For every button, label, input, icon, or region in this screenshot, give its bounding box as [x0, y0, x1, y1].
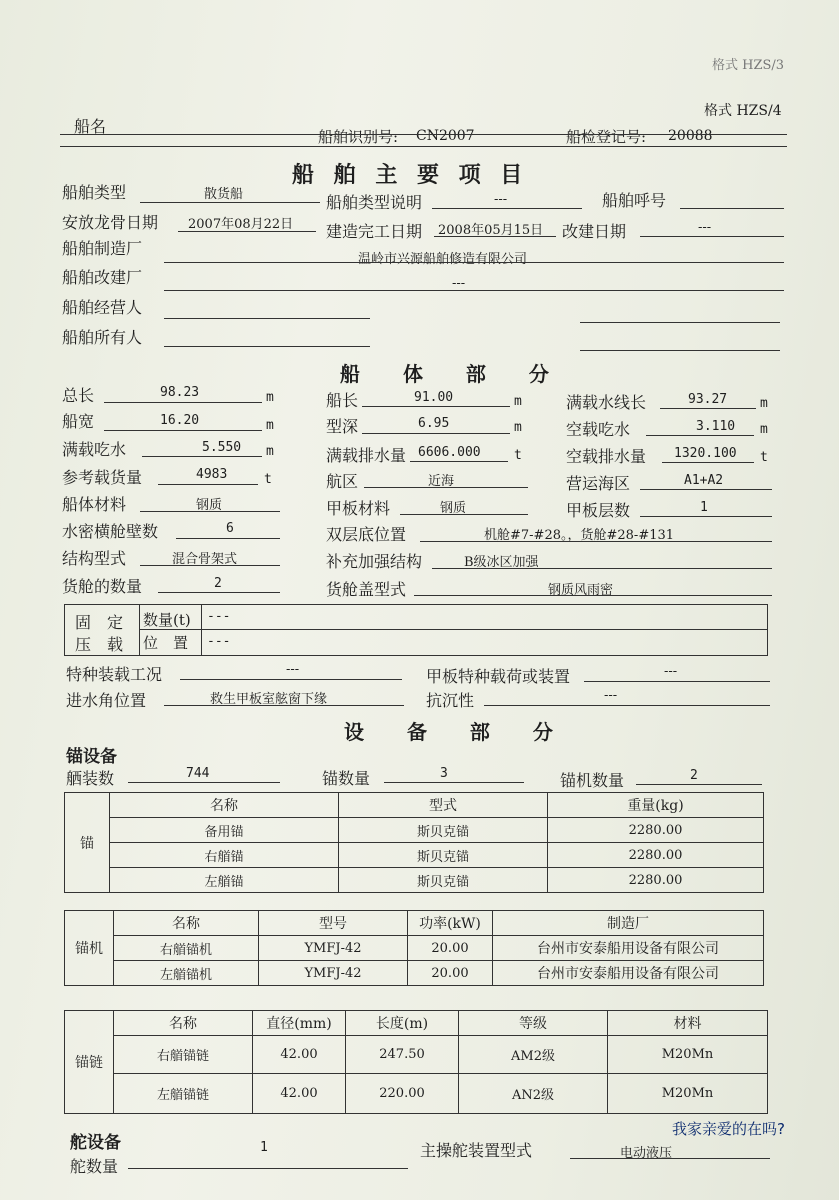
deck-special-underline: [584, 681, 770, 682]
hatch-label: 货舱盖型式: [326, 580, 407, 599]
ballast-row-divider: [139, 629, 767, 630]
chain-col-name: 名称: [114, 1011, 253, 1036]
double-bottom-label: 双层底位置: [326, 525, 407, 544]
windlass-row1-power: 20.00: [408, 961, 493, 986]
flood-angle-underline: [164, 705, 404, 706]
anchor-equipment-title: 锚设备: [66, 747, 117, 767]
loa-label: 总长: [62, 386, 95, 405]
holds-value: 2: [214, 576, 222, 591]
double-bottom-underline: [420, 541, 772, 542]
special-load-underline: [180, 679, 402, 680]
inspection-no-value: 20088: [668, 128, 713, 144]
rebuilder-value: ---: [452, 276, 466, 291]
header-rule: [60, 134, 787, 135]
steering-gear-value: 电动液压: [620, 1146, 673, 1161]
windlass-col-power: 功率(kW): [408, 911, 493, 936]
table-row: [65, 868, 764, 893]
rebuild-underline: [640, 236, 784, 237]
ballast-qty-value: ---: [207, 609, 231, 624]
ship-name-label: 船名: [74, 117, 107, 136]
equipment-section-title: 设 备 部 分: [344, 720, 571, 744]
light-draft-value: 3.110: [696, 419, 736, 434]
steering-gear-underline: [570, 1158, 770, 1159]
type-desc-label: 船舶类型说明: [326, 193, 423, 212]
windlass-col-maker: 制造厂: [493, 911, 764, 936]
keel-date-value: 2007年08月22日: [188, 217, 294, 232]
holds-label: 货舱的数量: [62, 577, 143, 596]
ballast-qty-label: 数量(t): [143, 611, 191, 629]
chat-overlay-text: 我家亲爱的在吗?: [672, 1120, 785, 1138]
steering-gear-label: 主操舵装置型式: [420, 1141, 533, 1160]
chain-row0-grade: AM2级: [459, 1036, 608, 1074]
chain-row1-material: M20Mn: [608, 1074, 768, 1114]
dwt-unit: t: [264, 472, 272, 487]
owner-underline-2: [580, 350, 780, 351]
reinforce-label: 补充加强结构: [326, 552, 423, 571]
lpp-value: 91.00: [414, 390, 454, 405]
structure-label: 结构型式: [62, 549, 127, 568]
lpp-unit: m: [514, 394, 522, 409]
light-draft-underline: [646, 435, 754, 436]
flood-angle-value: 救生甲板室舷窗下缘: [210, 692, 328, 707]
chain-col-material: 材料: [608, 1011, 768, 1036]
full-draft-label: 满载吃水: [62, 440, 127, 459]
windlass-row0-name: 右艏锚机: [114, 936, 259, 961]
anchor-row0-name: 备用锚: [110, 818, 339, 843]
ballast-left-line2: 压 载: [75, 635, 124, 654]
full-draft-underline: [142, 456, 262, 457]
hull-material-underline: [140, 511, 280, 512]
hatch-underline: [414, 595, 772, 596]
type-desc-underline: [432, 208, 582, 209]
special-load-label: 特种装载工况: [66, 665, 163, 684]
builder-underline: [164, 262, 784, 263]
rebuild-label: 改建日期: [562, 222, 627, 241]
windlass-col-model: 型号: [259, 911, 408, 936]
full-disp-underline: [410, 461, 508, 462]
structure-underline: [140, 565, 280, 566]
bulkheads-value: 6: [226, 521, 234, 536]
chain-table: [64, 1010, 768, 1114]
operator-underline-2: [580, 322, 780, 323]
anchor-row0-weight: 2280.00: [548, 818, 764, 843]
builder-label: 船舶制造厂: [62, 239, 143, 258]
ballast-left-line1: 固 定: [75, 613, 124, 632]
completion-label: 建造完工日期: [326, 222, 423, 241]
breadth-label: 船宽: [62, 412, 95, 431]
anchor-row2-weight: 2280.00: [548, 868, 764, 893]
chain-col-grade: 等级: [459, 1011, 608, 1036]
hull-section-title: 船 体 部 分: [340, 362, 567, 386]
table-row: [65, 818, 764, 843]
holds-underline: [158, 592, 280, 593]
deck-special-label: 甲板特种载荷或装置: [426, 667, 571, 686]
chain-table-side-label: 锚链: [65, 1011, 114, 1114]
full-draft-unit: m: [266, 444, 274, 459]
completion-underline: [434, 236, 556, 237]
full-disp-value: 6606.000: [418, 445, 481, 460]
keel-date-underline: [178, 231, 316, 232]
rebuilder-underline: [164, 290, 784, 291]
deck-count-value: 1: [700, 500, 708, 515]
chain-row0-diameter: 42.00: [253, 1036, 346, 1074]
windlass-row0-maker: 台州市安泰船用设备有限公司: [493, 936, 764, 961]
main-items-title: 船 舶 主 要 项 目: [292, 162, 529, 188]
hatch-value: 钢质风雨密: [548, 583, 614, 598]
depth-label: 型深: [326, 417, 359, 436]
lpp-underline: [362, 406, 510, 407]
call-sign-underline: [680, 208, 784, 209]
windlass-col-name: 名称: [114, 911, 259, 936]
double-bottom-value: 机舱#7-#28。，货舱#28-#131: [484, 528, 675, 543]
dwt-label: 参考载货量: [62, 468, 143, 487]
lwl-label: 满载水线长: [566, 393, 647, 412]
windlass-table-side-label: 锚机: [65, 911, 114, 986]
table-row: [65, 843, 764, 868]
rudder-count-underline: [128, 1168, 408, 1169]
lwl-unit: m: [760, 396, 768, 411]
call-sign-label: 船舶呼号: [602, 191, 667, 210]
windlass-row1-maker: 台州市安泰船用设备有限公司: [493, 961, 764, 986]
windlass-table: [64, 910, 764, 986]
windlass-count-label: 锚机数量: [560, 771, 625, 790]
windlass-row1-model: YMFJ-42: [259, 961, 408, 986]
depth-value: 6.95: [418, 416, 450, 431]
inspection-no-label: 船检登记号:: [566, 128, 647, 146]
light-disp-underline: [662, 462, 754, 463]
deck-material-label: 甲板材料: [326, 499, 391, 518]
chain-row1-name: 左艏锚链: [114, 1074, 253, 1114]
fixed-ballast-box: [64, 604, 768, 656]
loa-unit: m: [266, 390, 274, 405]
owner-label: 船舶所有人: [62, 328, 143, 347]
anchor-row2-name: 左艏锚: [110, 868, 339, 893]
rebuild-value: ---: [698, 220, 712, 235]
windlass-row0-power: 20.00: [408, 936, 493, 961]
unsinkability-label: 抗沉性: [426, 691, 475, 710]
hull-material-label: 船体材料: [62, 495, 127, 514]
chain-col-length: 长度(m): [346, 1011, 459, 1036]
breadth-unit: m: [266, 418, 274, 433]
anchor-row1-name: 右艏锚: [110, 843, 339, 868]
full-draft-value: 5.550: [202, 440, 242, 455]
depth-underline: [362, 433, 510, 434]
table-row: [65, 936, 764, 961]
chain-table-header: [65, 1011, 768, 1036]
breadth-value: 16.20: [160, 413, 200, 428]
bulkheads-underline: [176, 538, 280, 539]
ballast-left-cell: [65, 605, 140, 655]
outfit-number-underline: [128, 782, 280, 783]
anchor-row2-type: 斯贝克锚: [339, 868, 548, 893]
deck-material-underline: [400, 514, 528, 515]
breadth-underline: [104, 430, 262, 431]
chain-row0-material: M20Mn: [608, 1036, 768, 1074]
type-desc-value: ---: [494, 192, 508, 207]
ship-type-underline: [140, 202, 320, 203]
keel-date-label: 安放龙骨日期: [62, 213, 159, 232]
chain-col-diameter: 直径(mm): [253, 1011, 346, 1036]
sea-area-value: A1+A2: [684, 473, 724, 488]
lwl-underline: [660, 408, 756, 409]
owner-underline: [164, 346, 370, 347]
chain-row1-length: 220.00: [346, 1074, 459, 1114]
full-disp-unit: t: [514, 448, 522, 463]
table-row: [65, 961, 764, 986]
unsinkability-underline: [484, 705, 770, 706]
loa-underline: [104, 402, 262, 403]
reinforce-underline: [432, 568, 772, 569]
header-rule-2: [60, 146, 787, 147]
unsinkability-value: ---: [604, 688, 618, 703]
rudder-count-label: 舵数量: [70, 1157, 119, 1176]
chain-row1-diameter: 42.00: [253, 1074, 346, 1114]
anchor-table: [64, 792, 764, 893]
anchor-row0-type: 斯贝克锚: [339, 818, 548, 843]
operator-underline: [164, 318, 370, 319]
anchor-table-side-label: 锚: [65, 793, 110, 893]
chain-row0-name: 右艏锚链: [114, 1036, 253, 1074]
light-disp-label: 空载排水量: [566, 447, 647, 466]
sea-area-label: 营运海区: [566, 474, 631, 493]
windlass-count-underline: [636, 784, 762, 785]
windlass-row1-name: 左艏锚机: [114, 961, 259, 986]
ship-id-value: CN2007: [416, 128, 475, 144]
anchor-col-weight: 重量(kg): [548, 793, 764, 818]
lpp-label: 船长: [326, 391, 359, 410]
light-disp-value: 1320.100: [674, 446, 737, 461]
ship-type-value: 散货船: [204, 187, 244, 202]
anchor-row1-weight: 2280.00: [548, 843, 764, 868]
deck-count-underline: [640, 516, 772, 517]
light-draft-label: 空载吃水: [566, 420, 631, 439]
dwt-value: 4983: [196, 467, 228, 482]
nav-area-underline: [364, 487, 528, 488]
outfit-number-label: 舾装数: [66, 769, 115, 788]
anchor-row1-type: 斯贝克锚: [339, 843, 548, 868]
outfit-number-value: 744: [186, 766, 210, 781]
light-draft-unit: m: [760, 422, 768, 437]
loa-value: 98.23: [160, 385, 200, 400]
anchor-table-header: [65, 793, 764, 818]
deck-count-label: 甲板层数: [566, 501, 631, 520]
nav-area-label: 航区: [326, 472, 359, 491]
depth-unit: m: [514, 420, 522, 435]
builder-value: 温岭市兴源船舶修造有限公司: [358, 252, 528, 267]
format-code: 格式 HZS/4: [704, 103, 782, 119]
sea-area-underline: [640, 489, 772, 490]
nav-area-value: 近海: [428, 474, 455, 489]
windlass-count-value: 2: [690, 768, 698, 783]
hull-material-value: 钢质: [196, 498, 223, 513]
lwl-value: 93.27: [688, 392, 728, 407]
chain-row0-length: 247.50: [346, 1036, 459, 1074]
anchor-count-label: 锚数量: [322, 769, 371, 788]
flood-angle-label: 进水角位置: [66, 691, 147, 710]
windlass-row0-model: YMFJ-42: [259, 936, 408, 961]
ship-type-label: 船舶类型: [62, 183, 127, 202]
ballast-mid-cell: [139, 605, 202, 655]
deck-special-value: ---: [664, 664, 678, 679]
anchor-count-underline: [384, 782, 524, 783]
corner-format-code: 格式 HZS/3: [712, 58, 785, 73]
full-disp-label: 满载排水量: [326, 446, 407, 465]
special-load-value: ---: [286, 662, 300, 677]
bulkheads-label: 水密横舱壁数: [62, 522, 159, 541]
dwt-underline: [158, 484, 258, 485]
structure-value: 混合骨架式: [172, 552, 238, 567]
ship-id-label: 船舶识别号:: [318, 128, 399, 146]
table-row: [65, 1074, 768, 1114]
completion-value: 2008年05月15日: [438, 223, 544, 238]
anchor-col-name: 名称: [110, 793, 339, 818]
windlass-table-header: [65, 911, 764, 936]
operator-label: 船舶经营人: [62, 298, 143, 317]
ballast-pos-value: ---: [207, 634, 231, 649]
reinforce-value: B级冰区加强: [464, 555, 539, 570]
rebuilder-label: 船舶改建厂: [62, 268, 143, 287]
rudder-equipment-title: 舵设备: [70, 1133, 121, 1153]
anchor-col-type: 型式: [339, 793, 548, 818]
rudder-count-value: 1: [260, 1140, 268, 1155]
deck-material-value: 钢质: [440, 501, 467, 516]
ballast-pos-label: 位 置: [143, 634, 189, 652]
chain-row1-grade: AN2级: [459, 1074, 608, 1114]
light-disp-unit: t: [760, 450, 768, 465]
anchor-count-value: 3: [440, 766, 448, 781]
table-row: [65, 1036, 768, 1074]
